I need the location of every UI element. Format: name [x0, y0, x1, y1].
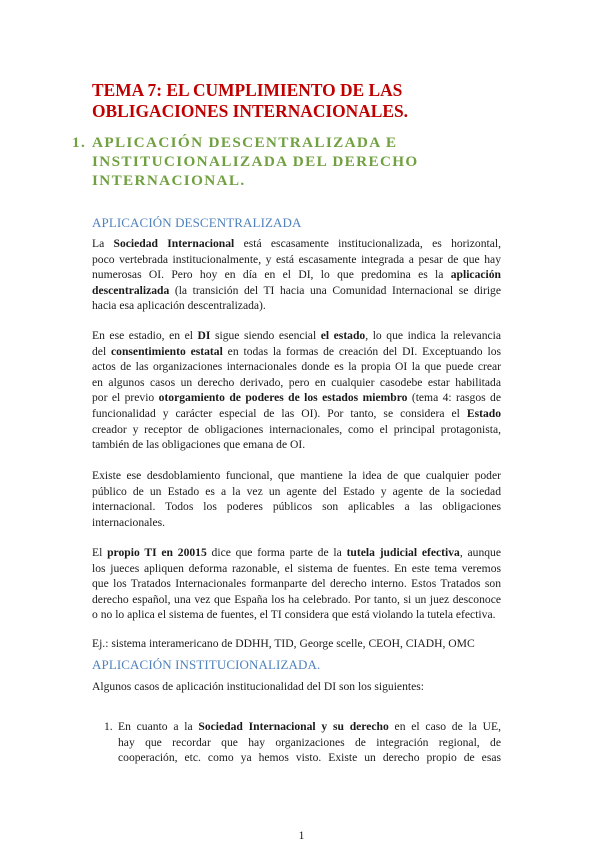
text-line	[92, 592, 501, 608]
text-run: está escasamente institucionalizada, es horizontal,	[234, 237, 501, 250]
text-run: público de un Estado es a la vez un agente del Estado y agente de la sociedad	[92, 484, 501, 498]
text-run: Existe ese desdoblamiento funcional, que mantiene la idea de que cualquier poder	[92, 469, 501, 482]
text-line	[92, 375, 501, 391]
text-run: del	[92, 344, 112, 358]
text-run: internacional. Todos los poderes públicos son aplicables a las obligaciones	[92, 500, 501, 514]
text-line	[92, 359, 501, 375]
subheading-descentralizada: APLICACIÓN DESCENTRALIZADA	[92, 215, 302, 230]
text-run: creador y receptor de obligaciones internacionales, como el principal protagonista,	[92, 422, 501, 436]
text-line	[118, 735, 501, 751]
title-line-1: TEMA 7: EL CUMPLIMIENTO DE LAS	[92, 80, 403, 100]
paragraph-3	[92, 468, 501, 530]
section-heading-line-3: INTERNACIONAL.	[92, 172, 246, 189]
subheading-institucionalizada: APLICACIÓN INSTITUCIONALIZADA.	[92, 657, 321, 672]
text-line	[118, 719, 501, 735]
bold-text: Sociedad Internacional y su derecho	[198, 720, 389, 733]
bold-text: Estado	[466, 406, 501, 420]
text-run: en el caso de la UE,	[388, 720, 501, 733]
section-heading-line-2: INSTITUCIONALIZADA DEL DERECHO	[92, 153, 419, 170]
paragraph-4	[92, 545, 501, 623]
text-run: (la transición del TI hacia una Comunidad Internacional se dirige	[169, 283, 501, 297]
bold-text: DI	[197, 329, 211, 342]
text-line	[92, 236, 501, 252]
text-line	[92, 328, 501, 344]
text-run: El	[92, 546, 108, 559]
text-run: sigue siendo esencial	[210, 329, 321, 342]
text-line	[92, 390, 501, 406]
text-line	[92, 576, 501, 592]
paragraph-example	[92, 636, 501, 652]
paragraph-intro-list	[92, 679, 501, 695]
text-run: Algunos casos de aplicación institucionalidad del DI son los siguientes:	[92, 680, 424, 693]
title-line-2: OBLIGACIONES INTERNACIONALES.	[92, 101, 409, 121]
section-heading-1	[72, 133, 419, 190]
text-line	[92, 298, 501, 314]
text-line	[92, 636, 501, 652]
text-line	[92, 468, 501, 484]
text-line	[92, 515, 501, 531]
list-item-body	[118, 719, 501, 766]
text-line	[118, 750, 501, 766]
list-item-number: 1.	[104, 720, 113, 733]
text-run: dice que forma parte de la	[206, 546, 347, 559]
text-run: derecho español, una vez que España los ha celebrado. Por tanto, si un juez desconoce	[92, 592, 501, 606]
text-run: (tema 4: rasgos de	[407, 391, 501, 405]
text-line	[92, 283, 501, 299]
text-run: numerosas OI. Pero hoy en día en el DI, lo que predomina es la	[92, 268, 451, 282]
text-line	[92, 344, 501, 360]
text-run: En ese estadio, en el	[92, 329, 198, 342]
document-title	[92, 80, 408, 122]
text-run: también de las obligaciones que emana de OI.	[92, 438, 306, 452]
text-run: en algunos casos un derecho derivado, pero en cualquier casodebe estar habilitada	[92, 375, 501, 389]
text-run: poco vertebrada institucionalmente, y está escasamente integrada a pesar de que hay	[92, 252, 501, 266]
text-run: o no lo aplica el sistema de fuentes, el TI considera que está violando la tutela efectiva.	[92, 608, 496, 622]
text-line	[92, 484, 501, 500]
text-line	[92, 422, 501, 438]
text-line	[92, 499, 501, 515]
paragraph-1	[92, 236, 501, 314]
text-run: cooperación, etc. como ya hemos visto. Existe un derecho propio de esas	[118, 751, 501, 765]
text-run: , lo que indica la relevancia	[365, 329, 501, 342]
text-line	[92, 437, 501, 453]
text-run: La	[92, 237, 114, 250]
text-line	[92, 561, 501, 577]
bold-text: Sociedad Internacional	[113, 237, 235, 250]
list-item	[104, 719, 501, 766]
text-run: actos de las organizaciones internacionales donde es la propia OI la que puede crear	[92, 360, 501, 374]
text-line	[92, 545, 501, 561]
text-run: , aunque	[459, 546, 501, 559]
page-number: 1	[298, 830, 305, 842]
text-run: internacionales.	[92, 515, 166, 529]
text-run: funcionalidad y carácter especial de las OI). Por tanto, se considera el	[92, 406, 467, 420]
text-run: por el previo	[92, 391, 159, 405]
text-run: que los Tratados Internacionales formanparte del derecho interno. Estos Tratados son	[92, 577, 501, 591]
bold-text: consentimiento estatal	[111, 344, 223, 358]
paragraph-2	[92, 328, 501, 453]
bold-text: otorgamiento de poderes de los estados miembro	[158, 391, 408, 405]
text-run: los jueces apliquen deforma razonable, el sistema de fuentes. En este tema veremos	[92, 561, 501, 575]
text-run: en todas la formas de creación del DI. Exceptuando los	[222, 344, 501, 358]
text-run: En cuanto a la	[118, 720, 199, 733]
bold-text: propio TI en 20015	[107, 546, 207, 559]
bold-text: aplicación	[450, 268, 501, 282]
text-line	[92, 679, 501, 695]
text-line	[92, 267, 501, 283]
bold-text: descentralizada	[92, 283, 170, 297]
text-run: hay que recordar que hay organizaciones de integración regional, de	[118, 735, 501, 749]
section-number: 1.	[72, 134, 87, 151]
text-line	[92, 252, 501, 268]
text-line	[92, 406, 501, 422]
text-run: hacia esa aplicación descentralizada).	[92, 299, 266, 313]
text-line	[92, 607, 501, 623]
text-run: Ej.: sistema interamericano de DDHH, TID, George scelle, CEOH, CIADH, OMC	[92, 637, 475, 650]
section-heading-line-1: APLICACIÓN DESCENTRALIZADA E	[92, 134, 398, 151]
bold-text: tutela judicial efectiva	[346, 546, 460, 559]
bold-text: el estado	[320, 329, 366, 342]
